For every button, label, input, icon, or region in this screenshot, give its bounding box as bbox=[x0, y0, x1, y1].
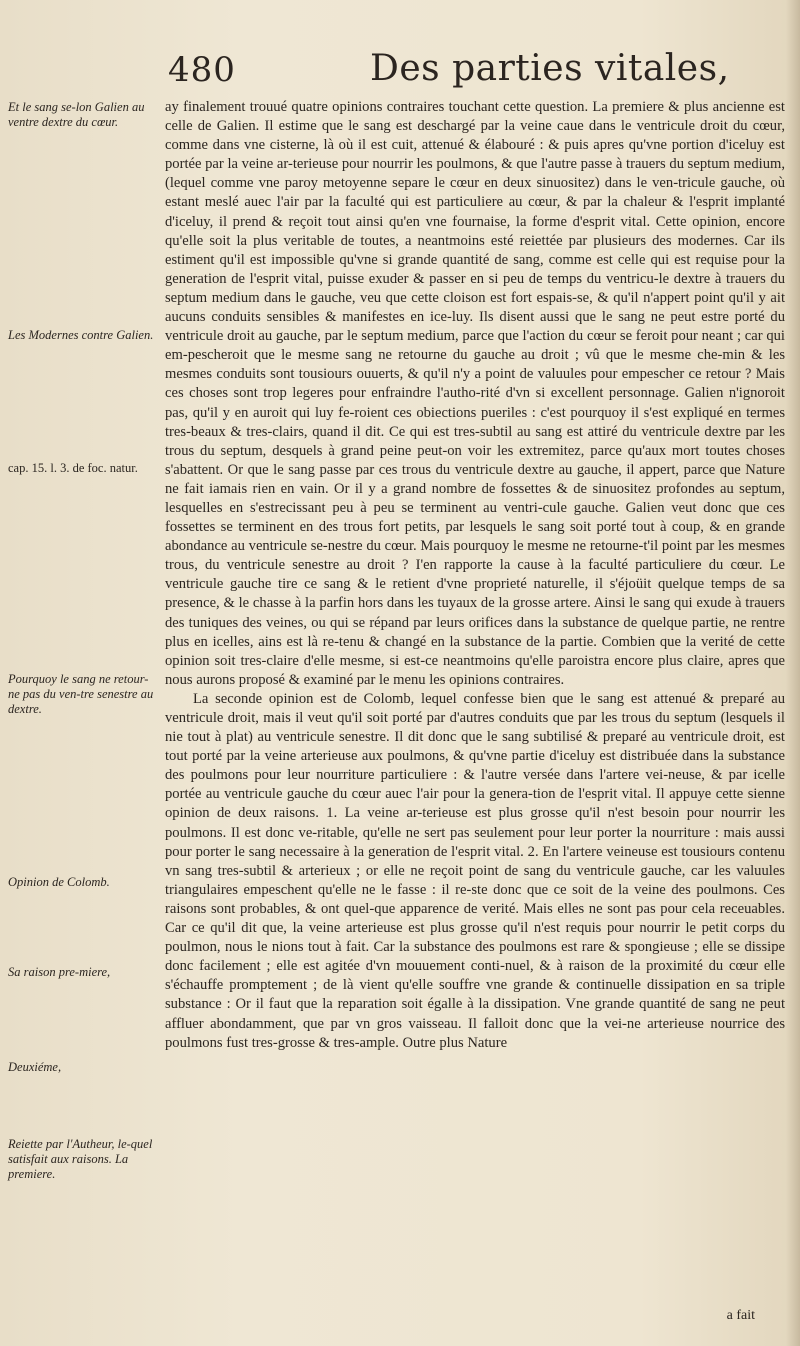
margin-note: Les Modernes contre Galien. bbox=[8, 328, 154, 342]
margin-note: Pourquoy le sang ne retour-ne pas du ven-tre senestre au dextre. bbox=[8, 672, 154, 716]
page-header bbox=[160, 46, 760, 96]
catchword: a fait bbox=[726, 1308, 755, 1323]
margin-note: Reiette par l'Autheur, le-quel satisfait aux raisons. La premiere. bbox=[8, 1137, 153, 1181]
margin-note: Sa raison pre-miere, bbox=[8, 965, 111, 979]
margin-note: Opinion de Colomb. bbox=[8, 875, 110, 889]
paragraph-galien: ay finalement trouué quatre opinions contraires touchant cette question. La premiere & plus ancienne est celle de Galien. Il estime que le sang est deschargé par la veine caue dans le ventricule droit du cœur, comme dans vne cisterne, là où il est cuit, attenué & élabouré : & puis apres qu'vne portion d'iceluy est portée par la veine ar-terieuse pour nourrir les poulmons, & que l'autre passe à trauers du septum medium, (lequel comme vne paroy metoyenne separe le cœur en deux sinuositez) dans le ven-tricule gauche, où estant meslé auec l'air par la faculté qui est particuliere au cœur, & par la chaleur & l'esprit implanté d'iceluy, il prend & reçoit tout ainsi qu'en vne fournaise, la forme d'esprit vital. Cette opinion, encore qu'elle soit la plus veritable de toutes, a neantmoins esté reiettée par plusieurs des modernes. Car ils estiment qu'il est impossible qu'vne si grande quantité de sang, comme est celle qui est requise pour la generation de l'esprit vital, puisse exuder & passer en si peu de temps du ventricu-le dextre à trauers du septum medium dans le gauche, veu que cette cloison est fort espais-se, & qu'il n'appert point qu'il y ait aucuns conduits sensibles & manifestes en ice-luy. Ils disent aussi que le sang ne peut estre porté du ventricule droit au gauche, par le septum medium, parce que l'action du cœur se feroit pour neant ; car qui em-pescheroit que le mesme sang ne retourne du gauche au droit ; vû que le mesme che-min & les mesmes conduits sont tousiours ouuerts, & qu'il n'y a point de valuules pour empescher ce retour ? Mais ces choses sont trop legeres pour enfraindre l'autho-rité d'vn si excellent personnage. Galien n'ignoroit pas, qu'il y en auroit qui luy fe-roient ces obiections pueriles : c'est pourquoy il s'est expliqué en termes tres-beaux & tres-clairs, quand il dit. Ce qui est tres-subtil au sang est attiré du ventricule dextre par les trous du septum, desquels à grand peine peut-on voir les extremitez, parce qu'aux mort toutes choses s'abattent. Or que le sang passe par ces trous du ventricule dextre au gauche, il appert, parce que Nature ne fait iamais rien en vain. Or il y a grand nombre de fossettes & de sinuositez profondes au septum, lesquelles en s'estrecissant peu à peu se terminent au ventri-cule gauche. Galien veut donc que ces fossettes se terminent en des trous fort petits, par lesquels le sang soit porté tout à coup, & en grande abondance au ventricule se-nestre du cœur. Mais pourquoy le mesme ne retourne-t'il point par les mesmes trous, du ventricule senestre au droit ? I'en rapporte la cause à la faculté particuliere du cœur. Le ventricule gauche tire ce sang & le retient d'vne proprieté naturelle, il s'éjoüit quelque temps de sa presence, & le chasse à la parfin hors dans les tuyaux de la grosse artere. Ainsi le sang qui exude à trauers des tuniques des veines, ou qui se répand par leurs orifices dans la substance de quelque partie, ne rentre plus en icelles, ains est là re-tenu & changé en la substance de la partie. Combien que la verité de cette opinion soit tres-claire d'elle mesme, si est-ce neantmoins qu'elle paroistra encore plus claire, apres que nous aurons proposé & examiné par le menu les opinions contraires. bbox=[165, 99, 785, 688]
margin-note: cap. 15. l. 3. de foc. natur. bbox=[8, 461, 138, 475]
margin-note: Deuxiéme, bbox=[8, 1060, 62, 1074]
paragraph-colomb: La seconde opinion est de Colomb, lequel confesse bien que le sang est attenué & preparé au ventricule droit, mais il veut qu'il soit porté par d'autres conduits que par les trous du septum (lesquels il nie tout à plat) au ventricule senestre. Il dit donc que le sang subtilisé & preparé au ventricule droit, est tout porté par la veine arterieuse aux poulmons, & qu'vne partie d'iceluy est distribuée dans la substance des poulmons pour leur nourriture particuliere : & l'autre versée dans l'artere vei-neuse, & par icelle portée au ventricule gauche du cœur auec l'air pour la genera-tion de l'esprit vital. Il appuye cette sienne opinion de deux raisons. 1. La veine ar-terieuse est plus grosse qu'il n'est besoin pour nourrir les poulmons. Il est donc ve-ritable, qu'elle ne sert pas seulement pour leur porter la nourriture : mais aussi pour porter le sang necessaire à la generation de l'esprit vital. 2. En l'artere veineuse est tousiours contenu vn sang tres-subtil & arterieux ; or elle ne reçoit point de sang du ventricule gauche, car les valuules triangulaires empeschent qu'elle ne le fasse : il re-ste donc que ce soit de la veine des poulmons. Ces raisons sont probables, & ont quel-que apparence de verité. Mais elles ne sont pas pour cela receuables. Car ce qu'il dit que, la veine arterieuse est plus grosse qu'il n'est requis pour nourrir le petit corps du poulmon, nous le nions tout à fait. Car la substance des poulmons est rare & spongieuse ; elle se dissipe donc facilement ; elle est agitée d'vn mouuement conti-nuel, & à raison de la proximité du cœur elle s'échauffe promptement ; de là vient qu'elle souffre vne grande & continuelle dissipation en sa triple substance : Or il faut que la reparation soit égalle à la dissipation. Vne grande quantité de sang ne peut affluer abondamment, que par vn gros vaisseau. Il falloit donc que la vei-ne arterieuse nourrice des poulmons fust tres-grosse & tres-ample. Outre plus Nature bbox=[165, 690, 785, 1051]
running-head: Des parties vitales, bbox=[370, 48, 730, 89]
page-number: 480 bbox=[168, 50, 236, 90]
margin-note: Et le sang se-lon Galien au ventre dextre du cœur. bbox=[8, 100, 145, 129]
page-edge-shadow bbox=[786, 0, 800, 1346]
body-text bbox=[165, 98, 785, 1053]
